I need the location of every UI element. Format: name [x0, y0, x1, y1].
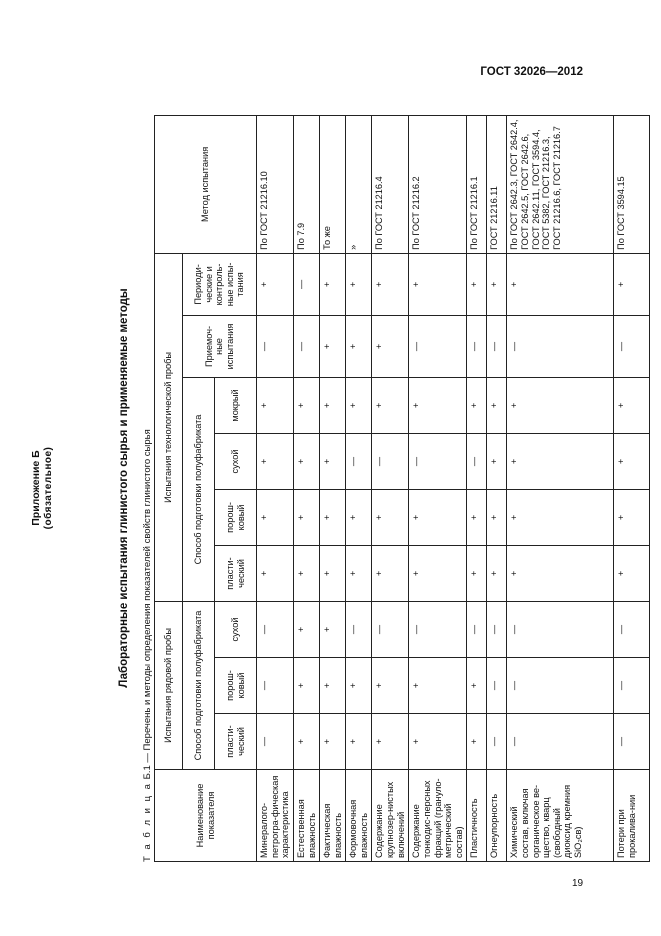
cell-t-dry: +	[487, 433, 507, 489]
cell-t-plastic: +	[507, 545, 614, 601]
cell-o-plastic: +	[346, 714, 372, 770]
row-name: Пластичность	[467, 770, 487, 862]
cell-o-plastic: +	[320, 714, 346, 770]
cell-t-powder: +	[372, 489, 409, 545]
cell-t-powder: +	[320, 489, 346, 545]
col-ordinary-header: Испытания рядовой пробы	[155, 601, 183, 769]
cell-o-plastic: —	[614, 714, 650, 770]
col-o-plastic-header: пласти-ческий	[215, 714, 257, 770]
col-t-dry-header: сухой	[215, 433, 257, 489]
table-row	[487, 115, 507, 861]
standard-code: ГОСТ 32026—2012	[480, 66, 583, 78]
col-o-dry-header: сухой	[215, 601, 257, 657]
cell-t-powder: +	[487, 489, 507, 545]
cell-o-dry: —	[487, 601, 507, 657]
cell-o-dry: —	[346, 601, 372, 657]
cell-periodic: —	[294, 253, 320, 315]
cell-t-powder: +	[257, 489, 294, 545]
row-name: Химический состав, включая органическое ве-щество, кварц (свободный диоксид кремния SiO₂св)	[507, 770, 614, 862]
cell-o-dry: —	[507, 601, 614, 657]
cell-periodic: +	[487, 253, 507, 315]
appendix-title: Приложение Б	[30, 450, 42, 526]
col-name-header: Наименование показателя	[155, 770, 257, 862]
cell-o-plastic: —	[507, 714, 614, 770]
cell-acceptance: —	[614, 315, 650, 377]
cell-periodic: +	[409, 253, 467, 315]
cell-t-dry: +	[294, 433, 320, 489]
indicators-table	[154, 115, 650, 862]
cell-periodic: +	[257, 253, 294, 315]
cell-o-powder: +	[320, 658, 346, 714]
cell-t-powder: +	[614, 489, 650, 545]
cell-o-powder: +	[409, 658, 467, 714]
row-name: Минералого-петрогра-фическая характеристика	[257, 770, 294, 862]
col-technological-header: Испытания технологической пробы	[155, 253, 183, 601]
cell-t-dry: +	[320, 433, 346, 489]
table-row	[294, 115, 320, 861]
row-name: Естественная влажность	[294, 770, 320, 862]
cell-t-dry: —	[372, 433, 409, 489]
cell-t-powder: +	[346, 489, 372, 545]
cell-o-powder: —	[614, 658, 650, 714]
cell-o-powder: —	[507, 658, 614, 714]
cell-t-wet: +	[409, 377, 467, 433]
cell-method: По ГОСТ 2642.3, ГОСТ 2642.4, ГОСТ 2642.5, ГОСТ 2642.6, ГОСТ 2642.11, ГОСТ 3594.4, ГОСТ 5382, ГОСТ 21216.3, ГОСТ 21216.6, ГОСТ 21216.7	[507, 115, 614, 253]
cell-acceptance: +	[346, 315, 372, 377]
cell-t-wet: +	[257, 377, 294, 433]
row-name: Огнеупорность	[487, 770, 507, 862]
rotated-content	[30, 108, 637, 868]
cell-t-dry: —	[409, 433, 467, 489]
cell-o-powder: —	[487, 658, 507, 714]
cell-t-plastic: +	[320, 545, 346, 601]
cell-o-dry: +	[320, 601, 346, 657]
table-caption-label: Т а б л и ц а	[142, 782, 153, 862]
col-t-powder-header: порош-ковый	[215, 489, 257, 545]
table-row	[257, 115, 294, 861]
cell-t-wet: +	[467, 377, 487, 433]
row-name: Содержание тонкодис-персных фракций (грануло-метрический состав)	[409, 770, 467, 862]
cell-t-plastic: +	[257, 545, 294, 601]
col-o-powder-header: порош-ковый	[215, 658, 257, 714]
cell-t-dry: +	[257, 433, 294, 489]
table-caption-number: Б.1	[142, 765, 153, 780]
cell-acceptance: +	[372, 315, 409, 377]
cell-t-powder: +	[409, 489, 467, 545]
row-name: Формовочная влажность	[346, 770, 372, 862]
cell-acceptance: —	[487, 315, 507, 377]
cell-method: По 7.9	[294, 115, 320, 253]
cell-acceptance: +	[320, 315, 346, 377]
cell-o-powder: +	[346, 658, 372, 714]
cell-periodic: +	[614, 253, 650, 315]
col-t-plastic-header: пласти-ческий	[215, 545, 257, 601]
cell-t-dry: +	[507, 433, 614, 489]
table-caption-text: — Перечень и методы определения показателей свойств глинистого сырья	[142, 429, 153, 763]
cell-periodic: +	[507, 253, 614, 315]
cell-method: По ГОСТ 21216.10	[257, 115, 294, 253]
cell-t-plastic: +	[294, 545, 320, 601]
cell-t-plastic: +	[409, 545, 467, 601]
col-tech-prep-header: Способ подготовки полуфабриката	[183, 377, 215, 601]
cell-periodic: +	[467, 253, 487, 315]
col-periodic-header: Периоди-ческие и контроль-ные испы-тания	[183, 253, 257, 315]
cell-o-powder: +	[372, 658, 409, 714]
cell-t-wet: +	[294, 377, 320, 433]
cell-acceptance: —	[507, 315, 614, 377]
cell-t-plastic: +	[467, 545, 487, 601]
cell-method: По ГОСТ 21216.1	[467, 115, 487, 253]
cell-o-plastic: +	[372, 714, 409, 770]
cell-method: ГОСТ 21216.11	[487, 115, 507, 253]
cell-t-wet: +	[372, 377, 409, 433]
cell-o-dry: —	[614, 601, 650, 657]
page-number: 19	[572, 878, 584, 889]
cell-o-dry: —	[257, 601, 294, 657]
cell-o-powder: +	[294, 658, 320, 714]
cell-t-powder: +	[467, 489, 487, 545]
cell-t-dry: —	[346, 433, 372, 489]
appendix-note: (обязательное)	[43, 446, 54, 530]
cell-t-plastic: +	[346, 545, 372, 601]
cell-t-plastic: +	[614, 545, 650, 601]
cell-t-wet: +	[320, 377, 346, 433]
row-name: Содержание крупнозер-нистых включений	[372, 770, 409, 862]
table-row	[507, 115, 614, 861]
cell-method: По ГОСТ 3594.15	[614, 115, 650, 253]
cell-t-dry: —	[467, 433, 487, 489]
cell-method: То же	[320, 115, 346, 253]
cell-method: »	[346, 115, 372, 253]
cell-t-dry: +	[614, 433, 650, 489]
cell-t-wet: +	[507, 377, 614, 433]
cell-t-wet: +	[487, 377, 507, 433]
table-row	[346, 115, 372, 861]
col-ordinary-prep-header: Способ подготовки полуфабриката	[183, 601, 215, 769]
cell-o-powder: +	[467, 658, 487, 714]
cell-t-powder: +	[507, 489, 614, 545]
cell-periodic: +	[346, 253, 372, 315]
col-acceptance-header: Приемоч-ные испытания	[183, 315, 257, 377]
cell-t-plastic: +	[372, 545, 409, 601]
cell-method: По ГОСТ 21216.4	[372, 115, 409, 253]
document-title: Лабораторные испытания глинистого сырья и применяемые методы	[118, 288, 130, 688]
table-row	[467, 115, 487, 861]
cell-o-plastic: +	[467, 714, 487, 770]
col-t-wet-header: мокрый	[215, 377, 257, 433]
cell-o-plastic: +	[409, 714, 467, 770]
cell-periodic: +	[320, 253, 346, 315]
table-row	[372, 115, 409, 861]
cell-acceptance: —	[467, 315, 487, 377]
cell-o-powder: —	[257, 658, 294, 714]
cell-acceptance: —	[409, 315, 467, 377]
cell-o-dry: —	[467, 601, 487, 657]
cell-t-wet: +	[346, 377, 372, 433]
cell-o-plastic: —	[257, 714, 294, 770]
col-method-header: Метод испытания	[155, 115, 257, 253]
cell-o-plastic: +	[294, 714, 320, 770]
cell-t-wet: +	[614, 377, 650, 433]
cell-o-dry: —	[409, 601, 467, 657]
table-caption	[142, 429, 153, 862]
cell-o-dry: +	[294, 601, 320, 657]
cell-acceptance: —	[257, 315, 294, 377]
cell-o-dry: —	[372, 601, 409, 657]
cell-t-powder: +	[294, 489, 320, 545]
table-row	[614, 115, 650, 861]
table-row	[320, 115, 346, 861]
cell-acceptance: —	[294, 315, 320, 377]
cell-t-plastic: +	[487, 545, 507, 601]
row-name: Потери при прокалива-нии	[614, 770, 650, 862]
cell-o-plastic: —	[487, 714, 507, 770]
row-name: Фактическая влажность	[320, 770, 346, 862]
cell-periodic: +	[372, 253, 409, 315]
table-row	[409, 115, 467, 861]
cell-method: По ГОСТ 21216.2	[409, 115, 467, 253]
